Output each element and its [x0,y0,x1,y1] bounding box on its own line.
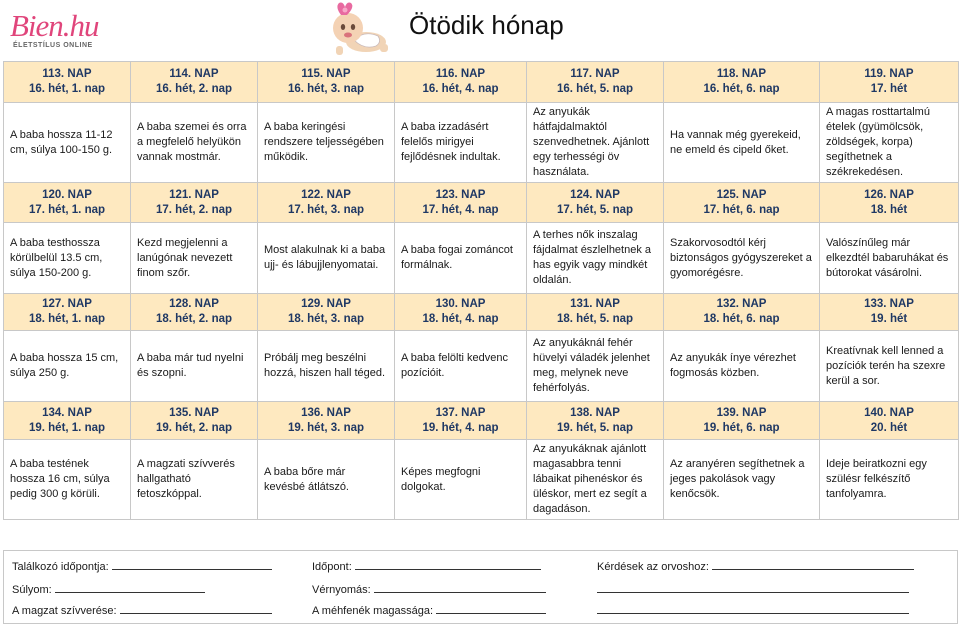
day-header-cell [4,402,131,440]
appointment-field[interactable] [12,558,272,574]
day-description-cell: Képes megfogni dolgokat. [395,440,527,520]
header [0,0,960,60]
notes-section [3,550,958,624]
day-header-cell [820,294,959,331]
day-week-label: 19. hét, 3. nap [287,421,365,434]
day-number: 135. NAP [169,406,219,419]
blood-pressure-line [374,581,546,593]
day-header-cell [131,294,258,331]
day-header-cell [131,183,258,223]
day-week-label: 19. hét, 6. nap [703,421,780,434]
day-description-cell: Az anyukák hátfajdalmaktól szenvedhetnek. Ajánlott egy terhességi öv használata. [527,103,664,183]
day-header-cell [820,402,959,440]
day-number: 126. NAP [864,188,914,201]
weight-field[interactable] [12,581,205,597]
time-label: Időpont: [312,561,352,573]
day-week-label: 18. hét, 4. nap [422,313,499,325]
day-description-row [4,103,959,183]
day-description-cell: Ideje beiratkozni egy szülésr felkészítő tanfolyamra. [820,440,959,520]
day-description-cell: Kezd megjelenni a lanúgónak nevezett finom szőr. [131,223,258,294]
day-week-label: 17. hét [870,83,908,95]
day-number: 138. NAP [570,406,620,419]
day-header-cell [527,402,664,440]
day-week-label: 17. hét, 1. nap [28,203,106,216]
day-number: 123. NAP [435,188,486,201]
day-week-label: 17. hét, 3. nap [287,203,365,216]
questions-line-3[interactable] [597,602,909,618]
logo-brand: Bien.hu [10,8,99,43]
day-week-label: 19. hét [870,313,908,325]
fundus-field[interactable] [312,602,546,618]
day-week-label: 18. hét, 5. nap [556,313,634,325]
day-number: 117. NAP [570,68,620,80]
questions-line-2[interactable] [597,581,909,597]
day-number: 140. NAP [864,406,914,419]
time-field[interactable] [312,558,541,574]
day-number: 119. NAP [864,68,914,80]
day-header-cell [664,402,820,440]
day-description-cell: A baba keringési rendszere teljességében működik. [258,103,395,183]
time-line [355,558,541,570]
day-number: 129. NAP [301,298,351,310]
day-number: 131. NAP [570,298,620,310]
day-header-cell [395,294,527,331]
day-description-cell: Az anyukáknak ajánlott magasabbra tenni lábaikat pihenéskor és üléskor, mert ez segít a dagadáson. [527,440,664,520]
day-description-cell: Ha vannak még gyerekeid, ne emeld és cipeld őket. [664,103,820,183]
day-header-row [4,402,959,440]
day-description-cell: A baba felölti kedvenc pozícióit. [395,331,527,402]
day-description-row [4,223,959,294]
day-description-cell: Kreatívnak kell lenned a pozíciók terén ha szexre kerül a sor. [820,331,959,402]
day-header-cell [131,62,258,103]
fundus-label: A méhfenék magassága: [312,605,434,617]
day-header-cell [4,62,131,103]
day-week-label: 18. hét, 6. nap [703,313,780,325]
fundus-line [436,602,546,614]
bien-logo[interactable] [10,8,120,52]
day-description-cell: A baba bőre már kevésbé átlátszó. [258,440,395,520]
day-description-cell: Próbálj meg beszélni hozzá, hiszen hall téged. [258,331,395,402]
day-number: 115. NAP [301,68,351,80]
blood-pressure-field[interactable] [312,581,546,597]
day-week-label: 17. hét, 5. nap [556,203,634,216]
day-description-cell: A baba már tud nyelni és szopni. [131,331,258,402]
day-week-label: 18. hét, 3. nap [287,313,365,325]
crawling-baby-illustration [318,0,398,58]
day-header-cell [4,294,131,331]
day-week-label: 19. hét, 4. nap [422,421,499,434]
day-header-cell [395,402,527,440]
day-description-cell: A magzati szívverés hallgatható fetoszkóppal. [131,440,258,520]
day-week-label: 19. hét, 2. nap [155,421,233,434]
day-number: 128. NAP [169,298,219,310]
day-description-cell: Most alakulnak ki a baba ujj- és lábujjlenyomatai. [258,223,395,294]
day-week-label: 16. hét, 2. nap [155,83,233,95]
day-number: 114. NAP [169,68,219,80]
appointment-label: Találkozó időpontja: [12,561,109,573]
day-header-cell [395,62,527,103]
day-week-label: 20. hét [870,421,908,434]
day-number: 120. NAP [42,188,92,201]
day-description-cell: Az aranyéren segíthetnek a jeges pakolások vagy kenőcsök. [664,440,820,520]
day-description-row [4,440,959,520]
day-week-label: 16. hét, 5. nap [556,83,634,95]
day-number: 137. NAP [435,406,486,419]
day-header-cell [527,183,664,223]
day-description-cell: A terhes nők inszalag fájdalmat észlelhetnek a has egyik vagy mindkét oldalán. [527,223,664,294]
day-week-label: 17. hét, 6. nap [703,203,780,216]
day-header-cell [131,402,258,440]
day-header-cell [4,183,131,223]
day-description-cell: A baba testhossza körülbelül 13.5 cm, súlya 150-200 g. [4,223,131,294]
day-header-cell [258,183,395,223]
day-number: 130. NAP [435,298,486,310]
heartbeat-line [120,602,272,614]
day-header-cell [258,402,395,440]
day-week-label: 19. hét, 5. nap [556,421,634,434]
questions-label: Kérdések az orvoshoz: [597,561,709,573]
day-header-cell [664,294,820,331]
day-header-cell [395,183,527,223]
day-header-cell [820,183,959,223]
weight-line [55,581,205,593]
day-number: 116. NAP [435,68,486,80]
day-description-cell: Az anyukáknál fehér hüvelyi váladék jelenhet meg, melynek neve fehérfolyás. [527,331,664,402]
day-number: 136. NAP [301,406,351,419]
day-number: 124. NAP [570,188,620,201]
day-description-cell: A baba fogai zománcot formálnak. [395,223,527,294]
day-header-row [4,294,959,331]
weight-label: Súlyom: [12,584,52,596]
day-description-cell: A baba izzadásért felelős mirigyei fejlődésnek indultak. [395,103,527,183]
day-description-cell: A magas rosttartalmú ételek (gyümölcsök, zöldségek, korpa) segíthetnek a székrekedésen. [820,103,959,183]
questions-line [712,558,914,570]
day-header-cell [527,62,664,103]
day-number: 139. NAP [716,406,767,419]
day-week-label: 18. hét [870,203,908,216]
day-description-cell: A baba testének hossza 16 cm, súlya pedig 300 g körüli. [4,440,131,520]
day-week-label: 19. hét, 1. nap [28,421,106,434]
day-description-cell: A baba hossza 11-12 cm, súlya 100-150 g. [4,103,131,183]
day-number: 121. NAP [169,188,219,201]
day-week-label: 16. hét, 3. nap [287,83,365,95]
day-header-cell [258,62,395,103]
day-week-label: 18. hét, 1. nap [28,313,106,325]
day-header-cell [820,62,959,103]
day-week-label: 18. hét, 2. nap [155,313,233,325]
page-title: Ötödik hónap [409,10,564,40]
day-header-row [4,62,959,103]
blood-pressure-label: Vérnyomás: [312,584,371,596]
day-header-cell [258,294,395,331]
day-header-row [4,183,959,223]
appointment-line [112,558,272,570]
day-number: 132. NAP [716,298,767,310]
calendar-table [3,61,959,520]
questions-field[interactable] [597,558,914,574]
day-number: 133. NAP [864,298,914,310]
day-number: 122. NAP [301,188,351,201]
day-header-cell [664,183,820,223]
day-description-cell: A baba szemei és orra a megfelelő helyükön vannak mostmár. [131,103,258,183]
day-number: 125. NAP [716,188,767,201]
logo-tagline: ÉLETSTÍLUS ONLINE [13,42,93,49]
day-week-label: 17. hét, 4. nap [422,203,499,216]
day-description-row [4,331,959,402]
day-week-label: 16. hét, 4. nap [422,83,499,95]
day-number: 134. NAP [42,406,92,419]
day-week-label: 16. hét, 6. nap [703,83,780,95]
day-number: 113. NAP [42,68,92,80]
day-description-cell: Valószínűleg már elkezdtél babaruhákat és bútorokat vásárolni. [820,223,959,294]
day-description-cell: A baba hossza 15 cm, súlya 250 g. [4,331,131,402]
day-week-label: 16. hét, 1. nap [28,83,106,95]
heartbeat-field[interactable] [12,602,272,618]
day-number: 118. NAP [716,68,767,80]
day-number: 127. NAP [42,298,92,310]
day-week-label: 17. hét, 2. nap [155,203,233,216]
day-description-cell: Az anyukák ínye vérezhet fogmosás közben. [664,331,820,402]
day-header-cell [664,62,820,103]
day-header-cell [527,294,664,331]
day-description-cell: Szakorvosodtól kérj biztonságos gyógyszereket a gyomorégésre. [664,223,820,294]
heartbeat-label: A magzat szívverése: [12,605,117,617]
